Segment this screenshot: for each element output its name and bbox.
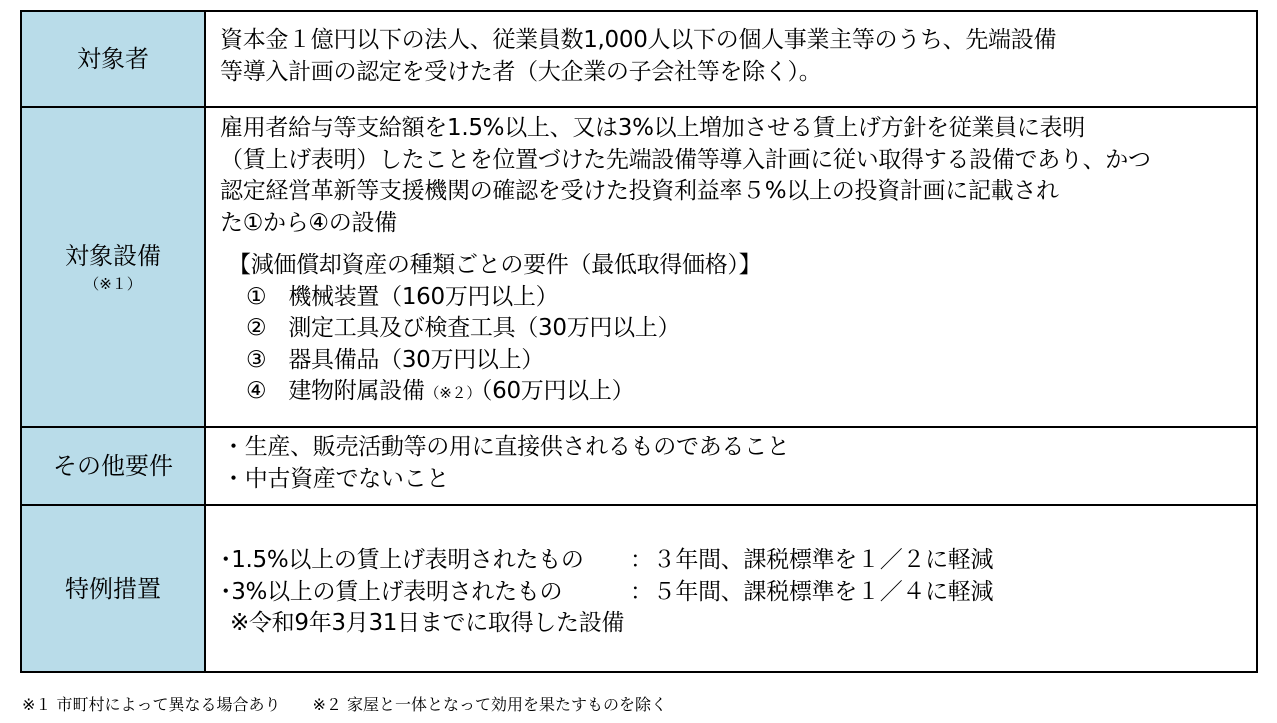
item-text: 測定工具及び検査工具（30万円以上）	[288, 315, 681, 341]
content-line: 等導入計画の認定を受けた者（大企業の子会社等を除く）。	[220, 58, 822, 85]
row-target-entity	[22, 12, 1256, 106]
content-line: 認定経営革新等支援機関の確認を受けた投資利益率５%以上の投資計画に記載され	[220, 178, 1059, 204]
row-header	[22, 12, 206, 106]
item-number: ③	[246, 346, 267, 373]
row-header	[22, 506, 206, 671]
item-text: 器具備品（30万円以上）	[288, 346, 544, 373]
measure-value: ：３年間、課税標準を１／２に軽減	[630, 547, 994, 573]
row-header-label: その他要件	[53, 452, 173, 480]
content-line: た①から④の設備	[220, 209, 397, 236]
item-number: ①	[246, 283, 267, 310]
equipment-item	[220, 376, 1256, 410]
item-note: （※２）	[424, 384, 481, 402]
row-special-measures	[22, 504, 1256, 671]
content-line: ・生産、販売活動等の用に直接供されるものであること	[222, 434, 790, 460]
row-header-label: 特例措置	[65, 574, 161, 603]
content-line: ・中古資産でないこと	[222, 465, 450, 492]
footnote: ※２ 家屋と一体となって効用を果たすものを除く	[312, 695, 667, 714]
row-content	[206, 428, 1256, 504]
equipment-item	[220, 345, 1256, 377]
requirements-subheading: 【減価償却資産の種類ごとの要件（最低取得価格）】	[228, 252, 762, 278]
content-line: （賃上げ表明）したことを位置づけた先端設備等導入計画に従い取得する設備であり、かつ	[220, 146, 1151, 173]
content-line: 資本金１億円以下の法人、従業員数1,000人以下の個人事業主等のうち、先端設備	[220, 27, 1057, 53]
item-text-price: （60万円以上）	[480, 378, 635, 404]
item-text: 機械装置（160万円以上）	[288, 283, 559, 310]
measure-note: ※令和9年3月31日までに取得した設備	[230, 610, 625, 636]
measure-value: ：５年間、課税標準を１／４に軽減	[630, 578, 994, 605]
row-header-note: （※１）	[84, 274, 142, 293]
item-number: ④	[246, 378, 267, 404]
row-header-label: 対象者	[77, 45, 149, 73]
measure-label: ･3%以上の賃上げ表明されたもの	[220, 578, 563, 605]
measure-label: ･1.5%以上の賃上げ表明されたもの	[220, 547, 584, 573]
footnote: ※１ 市町村によって異なる場合あり	[22, 695, 281, 714]
row-header-label: 対象設備	[65, 241, 161, 270]
row-content	[206, 108, 1256, 426]
item-text: 建物附属設備	[288, 378, 425, 404]
row-other-requirements	[22, 426, 1256, 504]
row-content	[206, 506, 1256, 671]
item-number: ②	[246, 315, 267, 341]
measure-line	[220, 577, 1256, 609]
row-target-equipment	[22, 106, 1256, 426]
measure-line	[220, 545, 1256, 577]
requirements-table	[20, 10, 1258, 673]
equipment-item	[220, 313, 1256, 345]
row-header	[22, 108, 206, 426]
content-line: 雇用者給与等支給額を1.5%以上、又は3%以上増加させる賃上げ方針を従業員に表明	[220, 115, 1085, 141]
row-content	[206, 12, 1256, 106]
equipment-item	[220, 282, 1256, 314]
footnotes	[22, 692, 667, 715]
row-header	[22, 428, 206, 504]
